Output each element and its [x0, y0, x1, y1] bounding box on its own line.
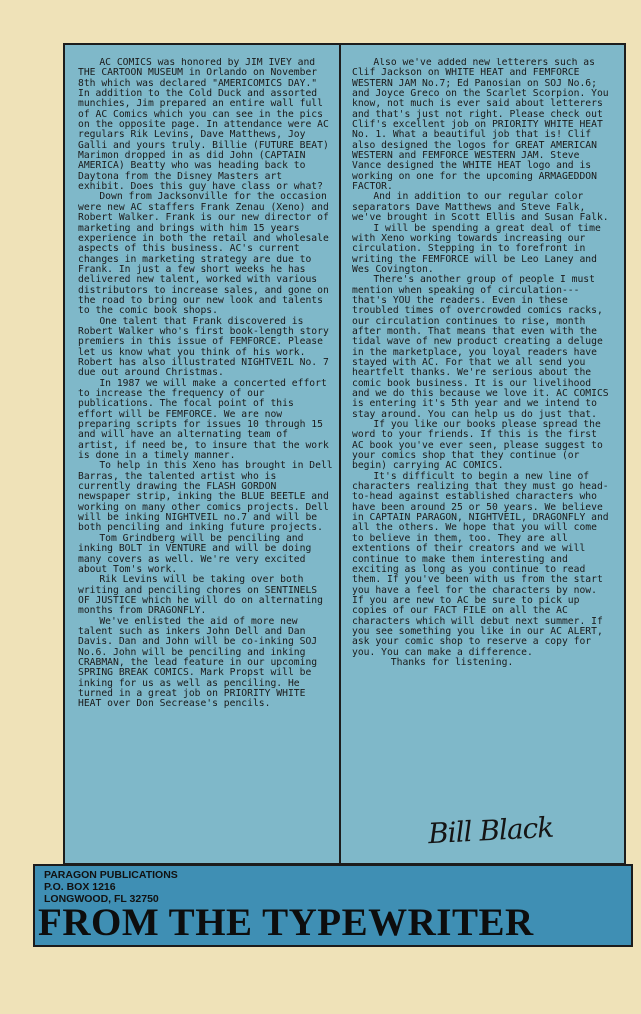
page-title: FROM THE TYPEWRITER — [38, 901, 534, 944]
paragraph: It's difficult to begin a new line of characters realizing that they must go head-to-head against established characters who have been around 25 or 50 years. We believe in CAPTAIN PARAGON, NIGHTVEIL, DRAGONFLY and all the others. We hope that you will come to believe in them, too. They are all extentions of their creators and we will continue to make them interesting and exciting as long as you continue to read them. If you've been with us from the start you have a feel for the characters by now. If you are new to AC be sure to pick up copies of our FACT FILE on all the AC characters which will debut next summer. If you see something you like in our AC ALERT, ask your comic shop to reserve a copy for you. You can make a difference. — [352, 470, 609, 658]
paragraph: Down from Jacksonville for the occasion were new AC staffers Frank Zenau (Xeno) and Robert Walker. Frank is our new director of marketing and brings with him 15 years experience in both the retail and wholesale aspects of this business. AC's current changes in marketing strategy are due to Frank. In just a few short weeks he has delivered new talent, worked with various distributors to increase sales, and gone on the road to bring our new look and talents to the comic book shops. — [78, 191, 329, 317]
left-column — [78, 58, 334, 864]
paragraph: One talent that Frank discovered is Robert Walker who's first book-length story premiers in this issue of FEMFORCE. Please let us know what you think of his work. Robert has also illustrated NIGHTVEIL No. 7 due out around Christmas. — [78, 315, 329, 379]
address-line-3: LONGWOOD, FL 32750 — [44, 892, 159, 905]
right-column — [352, 58, 614, 826]
signoff: Thanks for listening. — [390, 656, 514, 668]
signature: Bill Black — [427, 810, 554, 851]
paragraph: And in addition to our regular color separators Dave Matthews and Steve Falk, we've brought in Scott Ellis and Susan Falk. — [352, 191, 609, 224]
address-line-1: PARAGON PUBLICATIONS — [44, 869, 178, 881]
address-line-2: P.O. BOX 1216 — [44, 880, 116, 893]
paragraph: In 1987 we will make a concerted effort to increase the frequency of our publications. The focal point of this effort will be FEMFORCE. We are now preparing scripts for issues 10 through 15 and will have an alternating team of artist, if need be, to insure that the work is done in a timely manner. — [78, 377, 329, 462]
paragraph: If you like our books please spread the word to your friends. If this is the first AC book you've ever seen, please suggest to your comics shop that they continue (or begin) carrying AC COMICS. — [352, 419, 603, 472]
paragraph: I will be spending a great deal of time with Xeno working towards increasing our circulation. Stepping in to forefront in writing the FEMFORCE will be Leo Laney and Wes Covington. — [352, 222, 601, 275]
paragraph: AC COMICS was honored by JIM IVEY and THE CARTOON MUSEUM in Orlando on November 8th which was declared "AMERICOMICS DAY." In addition to the Cold Duck and assorted munchies, Jim prepared an entire wall full of AC Comics which you can see in the pics on the opposite page. In attendance were AC regulars Rik Levins, Dave Matthews, Joy Galli and yours truly. Billie (FUTURE BEAT) Marimon dropped in as did John (CAPTAIN AMERICA) Beatty who was heading back to Daytona from the Disney Masters art exhibit. Does this guy have class or what? — [78, 58, 329, 193]
paragraph: Rik Levins will be taking over both writing and penciling chores on SENTINELS OF JUSTICE which he will do on alternating months from DRAGONFLY. — [78, 574, 323, 617]
paragraph: We've enlisted the aid of more new talent such as inkers John Dell and Dan Davis. Dan and John will be co-inking SOJ No.6. John will be penciling and inking CRABMAN, the lead feature in our upcoming SPRING BREAK COMICS. Mark Propst will be inking for us as well as penciling. He turned in a great job on PRIORITY WHITE HEAT over Don Secrease's pencils. — [78, 615, 318, 710]
column-divider — [339, 43, 341, 865]
paragraph: Also we've added new letterers such as Clif Jackson on WHITE HEAT and FEMFORCE WESTERN JAM No.7; Ed Panosian on SOJ No.6; and Joyce Greco on the Scarlet Scorpion. You know, not much is ever said about letterers and that's just not right. Please check out Clif's excellent job on PRIORITY WHITE HEAT No. 1. What a beautiful job that is! Clif also designed the logos for GREAT AMERICAN WESTERN and FEMFORCE WESTERN JAM. Steve Vance designed the WHITE HEAT logo and is working on one for the upcoming ARMAGEDDON FACTOR. — [352, 58, 609, 193]
paragraph: There's another group of people I must mention when speaking of circulation--- that's YOU the readers. Even in these troubled times of overcrowded comics racks, our circulation continues to rise, month after month. That means that even with the tidal wave of new product creating a deluge in the marketplace, you loyal readers have stayed with AC. For that we all send you heartfelt thanks. We're serious about the comic book business. It is our livelihood and we do this because we love it. AC COMICS is entering it's 5th year and we intend to stay around. You can help us do just that. — [352, 274, 609, 420]
paragraph: Tom Grindberg will be penciling and inking BOLT in VENTURE and will be doing many covers as well. We're very excited about Tom's work. — [78, 532, 312, 575]
paragraph: To help in this Xeno has brought in Dell Barras, the talented artist who is currently drawing the FLASH GORDON newspaper strip, inking the BLUE BEETLE and working on many other comics projects. Dell will be inking NIGHTVEIL no.7 and will be both penciling and inking future projects. — [78, 460, 333, 534]
